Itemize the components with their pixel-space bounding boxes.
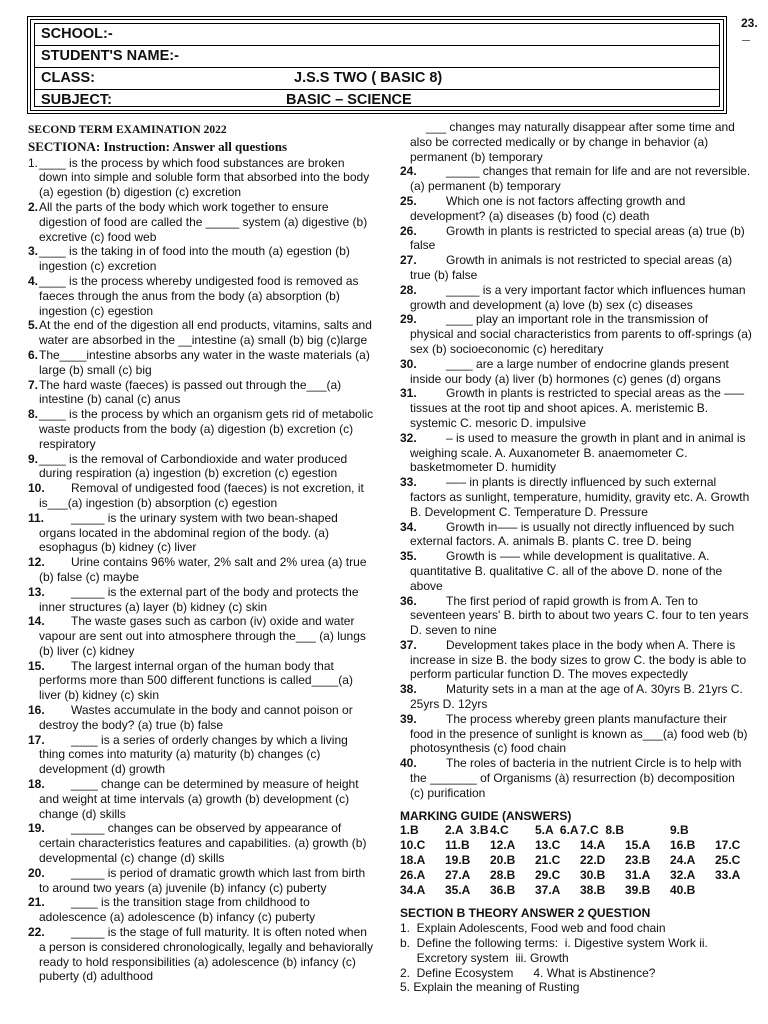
theory-question-line: b. Define the following terms: i. Digestive system Work ii. [400,936,708,951]
question-item [400,712,752,756]
question-text: ____ is the removal of Carbondioxide and water produced during respiration (a) ingestion (b) excretion (c) egestion [39,451,348,481]
subject-value: BASIC – SCIENCE [286,92,412,108]
question-item [28,733,376,777]
question-item [400,549,752,593]
question-number: 25. [400,193,417,208]
question-item [28,703,376,733]
question-item [400,357,752,387]
answer-cell: 28.B [490,868,516,883]
question-number: 40. [400,756,417,771]
question-text: Urine contains 96% water, 2% salt and 2% urea (a) true (b) false (c) maybe [39,555,367,584]
question-item [400,164,752,194]
question-text: Removal of undigested food (faeces) is not excretion, it is___(a) ingestion (b) absorption (c) egestion [39,481,364,510]
answer-cell: 31.A [625,868,651,883]
question-item [28,481,376,511]
question-number: 35. [400,549,417,564]
question-item [400,520,752,550]
question-text: ____ is the process by which an organism gets rid of metabolic waste products from the body (a) digestion (b) excretion (c) respiratory [39,407,374,451]
question-item [28,866,376,896]
question-item [400,594,752,638]
question-item [400,283,752,313]
question-item [28,407,376,451]
answer-cell: 15.A [625,838,651,853]
question-text: The first period of rapid growth is from A. Ten to seventeen years' B. birth to about two years C. four to ten years D. seven to nine [410,593,749,638]
question-text: ____ is the process whereby undigested food is removed as faeces through the anus from the body (a) absorption (b) ingestion (c) egestion [39,273,359,318]
question-text: All the parts of the body which work together to ensure digestion of food are called the _____ system (a) digestive (b) excretive (c) food web [39,199,368,244]
question-text: Development takes place in the body when A. There is increase in size B. the body sizes to grow C. the body is able to perform particular function D. The moves expectedly [410,637,747,682]
section-b-title: SECTION B THEORY ANSWER 2 QUESTION [400,906,651,921]
question-text: _____ is the urinary system with two bean-shaped organs located in the abdominal region of the body. (a) esophagus (b) kidney (c) liver [39,510,338,555]
answer-cell: 38.B [580,883,606,898]
question-text: Growth in––– is usually not directly influenced by such external factors. A. animals B. plants C. tree D. being [410,519,735,549]
question-text: Growth in plants is restricted to special areas as the ––– tissues at the root tip and shoot apices. A. meristemic B. systemic C. mesoric D. impulsive [410,386,745,430]
answer-cell: 26.A [400,868,426,883]
question-item [28,555,376,585]
header-box [27,16,727,114]
question-text: – is used to measure the growth in plant and in animal is weighing scale. A. Auxanometer B. anaemometer C. basketmometer D. humidity [410,430,746,475]
answer-cell: 23.B [625,853,651,868]
answer-cell: 12.A [490,838,516,853]
answer-cell: 14.A [580,838,606,853]
question-item [400,253,752,283]
question-item [400,386,752,430]
question-number: 12. [28,555,45,570]
question-number: 14. [28,614,45,629]
question-number: 36. [400,593,417,608]
theory-question-line: Excretory system iii. Growth [400,950,569,965]
question-text: The roles of bacteria in the nutrient Circle is to help with the _______ of Organisms (à) resurrection (b) decomposition (c) purification [410,756,742,800]
subject-label: SUBJECT: [41,92,112,108]
answer-cell: 40.B [670,883,696,898]
question-number: 6. [28,347,39,362]
question-item [28,895,376,925]
answer-cell: 11.B [445,838,470,853]
answer-cell: 19.B [445,853,471,868]
question-text: ___ changes may naturally disappear after some time and also be corrected medically or by change in behavior (a) permanent (b) temporary [410,120,735,164]
question-text: _____ is the external part of the body and protects the inner structures (a) layer (b) kidney (c) skin [39,584,359,614]
question-item [28,200,376,244]
answer-cell: 37.A [535,883,561,898]
answer-cell [625,823,670,838]
question-item [28,659,376,703]
question-number: 17. [28,732,45,747]
answer-cell: 35.A [445,883,471,898]
answer-cell: 13.C [535,838,561,853]
question-text: ____ is a series of orderly changes by which a living thing comes into maturity (a) maturity (b) changes (c) development (d) growth [39,732,348,777]
question-text: Growth is ––– while development is qualitative. A. quantitative B. qualitative C. all of the above D. none of the above [410,549,723,593]
question-number: 30. [400,356,417,371]
answer-cell [715,823,757,838]
answer-cell: 36.B [490,883,516,898]
question-number: 11. [28,510,45,525]
question-text: ____ is the taking in of food into the mouth (a) egestion (b) ingestion (c) excretion [39,244,350,274]
answer-cell: 34.A [400,883,426,898]
section-b-questions [400,921,752,995]
question-number: 33. [400,475,417,490]
question-item [400,224,752,254]
right-column [400,120,752,995]
school-label: SCHOOL:- [41,26,113,42]
school-row [35,24,719,46]
question-number: 20. [28,865,45,880]
marking-guide-grid [400,823,752,898]
question-number: 22. [28,925,45,940]
question-text: ––– in plants is directly influenced by such external factors as sunlight, temperature, humidity, gravity etc. A. Growth B. Development C. Temperature D. Pressure [410,475,750,519]
question-text: The process whereby green plants manufacture their food in the presence of sunlight is known as___(a) food web (b) photosynthesis (c) food chain [410,711,748,756]
header-table [34,23,720,107]
question-23-continued [400,120,752,164]
student-name-row [35,46,719,68]
question-number: 39. [400,711,417,726]
answer-cell: 1.B [400,823,419,838]
answer-cell: 16.B [670,838,696,853]
question-item [400,638,752,682]
question-item [400,312,752,356]
question-text: Growth in plants is restricted to special areas (a) true (b) false [410,223,745,253]
answer-cell: 32.A [670,868,696,883]
question-text: The waste gases such as carbon (iv) oxide and water vapour are sent out into atmosphere through the___ (a) lungs (b) liver (c) kidney [39,614,366,658]
answer-cell: 10.C [400,838,426,853]
question-item [400,682,752,712]
page-marker-dash [742,40,750,41]
answer-cell: 30.B [580,868,606,883]
question-number: 16. [28,703,45,718]
class-value: J.S.S TWO ( BASIC 8) [294,70,443,86]
question-number: 19. [28,821,45,836]
theory-question-line: 5. Explain the meaning of Rusting [400,980,580,995]
class-label: CLASS: [41,70,95,86]
answer-cell: 2.A 3.B [445,823,489,838]
answer-cell: 21.C [535,853,561,868]
question-item [400,475,752,519]
question-number: 4. [28,273,39,288]
question-item [28,452,376,482]
answer-cell: 25.C [715,853,741,868]
question-item [28,511,376,555]
question-item [28,156,376,200]
question-text: Growth in animals is not restricted to special areas (a) true (b) false [410,253,733,282]
left-column [28,120,376,984]
question-number: 29. [400,312,417,327]
question-item [28,585,376,615]
question-item [28,821,376,865]
answer-cell: 20.B [490,853,516,868]
answer-cell: 9.B [670,823,689,838]
answer-cell: 5.A 6.A [535,823,579,838]
question-number: 32. [400,430,417,445]
question-text: _____ is the stage of full maturity. It is often noted when a person is considered chronologically, legally and behaviorally ready to hold responsibilities (a) adolescence (b) infancy (c) puberty (d) adulthood [39,925,373,984]
question-item [28,777,376,821]
question-text: Which one is not factors affecting growth and development? (a) diseases (b) food (c) death [410,193,686,223]
class-row [35,68,719,90]
question-text: ____ is the transition stage from childhood to adolescence (a) adolescence (b) infancy (c) puberty [39,895,316,925]
question-item [28,378,376,408]
question-item [28,274,376,318]
answer-cell: 18.A [400,853,426,868]
answer-cell: 29.C [535,868,561,883]
question-item [400,756,752,800]
question-number: 26. [400,223,417,238]
left-question-list [28,156,376,985]
question-number: 31. [400,386,417,401]
question-text: The____intestine absorbs any water in the waste materials (a) large (b) small (c) big [39,347,370,377]
question-text: _____ changes that remain for life and are not reversible. (a) permanent (b) temporary [410,164,751,194]
question-text: _____ changes can be observed by appearance of certain characteristics features and capabilities. (a) growth (b) developmental (c) change (d) skills [39,821,367,866]
question-number: 7. [28,377,39,392]
question-text: The hard waste (faeces) is passed out through the___(a) intestine (b) canal (c) anus [39,377,342,407]
question-number: 5. [28,318,39,333]
answer-cell: 22.D [580,853,606,868]
question-text: ____ is the process by which food substances are broken down into simple and soluble form that absorbed into the body (a) egestion (b) digestion (c) excretion [39,155,370,200]
question-number: 3. [28,244,39,259]
question-number: 1. [28,155,39,170]
marking-guide-title: MARKING GUIDE (ANSWERS) [400,808,572,823]
answer-cell: 27.A [445,868,471,883]
question-number: 9. [28,451,39,466]
question-number: 18. [28,777,45,792]
question-number: 13. [28,584,45,599]
question-item [28,348,376,378]
question-text: _____ is a very important factor which influences human growth and development (a) love (b) sex (c) diseases [410,282,746,312]
theory-question-line: 1. Explain Adolescents, Food web and food chain [400,921,666,936]
question-number: 2. [28,199,39,214]
question-item [28,318,376,348]
answer-cell: 33.A [715,868,741,883]
question-item [28,614,376,658]
page-marker: 23. [741,16,758,30]
question-number: 15. [28,658,45,673]
question-item [28,244,376,274]
question-text: ____ are a large number of endocrine glands present inside our body (a) liver (b) hormones (c) genes (d) organs [410,356,729,386]
question-number: 27. [400,253,417,268]
theory-question-line: 2. Define Ecosystem 4. What is Abstinence? [400,965,656,980]
question-text: The largest internal organ of the human body that performs more than 500 different functions is called____(a) liver (b) kidney (c) skin [39,658,353,703]
answer-cell: 39.B [625,883,651,898]
student-name-label: STUDENT'S NAME:- [41,48,179,64]
answer-cell [715,883,757,898]
question-text: ____ play an important role in the transmission of physical and social characteristics from parents to off-springs (a) sex (b) socioeconomic (c) hereditary [410,312,752,356]
question-number: 8. [28,407,39,422]
question-item [400,194,752,224]
question-text: Wastes accumulate in the body and cannot poison or destroy the body? (a) true (b) false [39,703,353,732]
answer-cell: 7.C 8.B [580,823,625,838]
answer-cell: 4.C [490,823,509,838]
question-number: 34. [400,519,417,534]
question-number: 37. [400,637,417,652]
question-number: 21. [28,895,45,910]
question-number: 10. [28,481,45,496]
question-text: Maturity sets in a man at the age of A. 30yrs B. 21yrs C. 25yrs D. 12yrs [410,682,743,712]
right-question-list [400,164,752,800]
question-number: 38. [400,682,417,697]
answer-cell: 24.A [670,853,696,868]
question-item [400,431,752,475]
question-text: _____ is period of dramatic growth which last from birth to around two years (a) juvenile (b) infancy (c) puberty [39,865,366,895]
question-number: 28. [400,282,417,297]
question-text: At the end of the digestion all end products, vitamins, salts and water are absorbed in the __intestine (a) small (b) big (c)large [39,318,372,348]
subject-row [35,90,719,111]
question-item [28,925,376,984]
question-text: ____ change can be determined by measure of height and weight at time intervals (a) growth (b) development (c) change (d) skills [39,777,359,821]
question-number: 24. [400,164,417,179]
section-a-instruction: SECTIONA: Instruction: Answer all questions [28,138,288,154]
answer-cell: 17.C [715,838,741,853]
exam-title: SECOND TERM EXAMINATION 2022 [28,124,227,136]
